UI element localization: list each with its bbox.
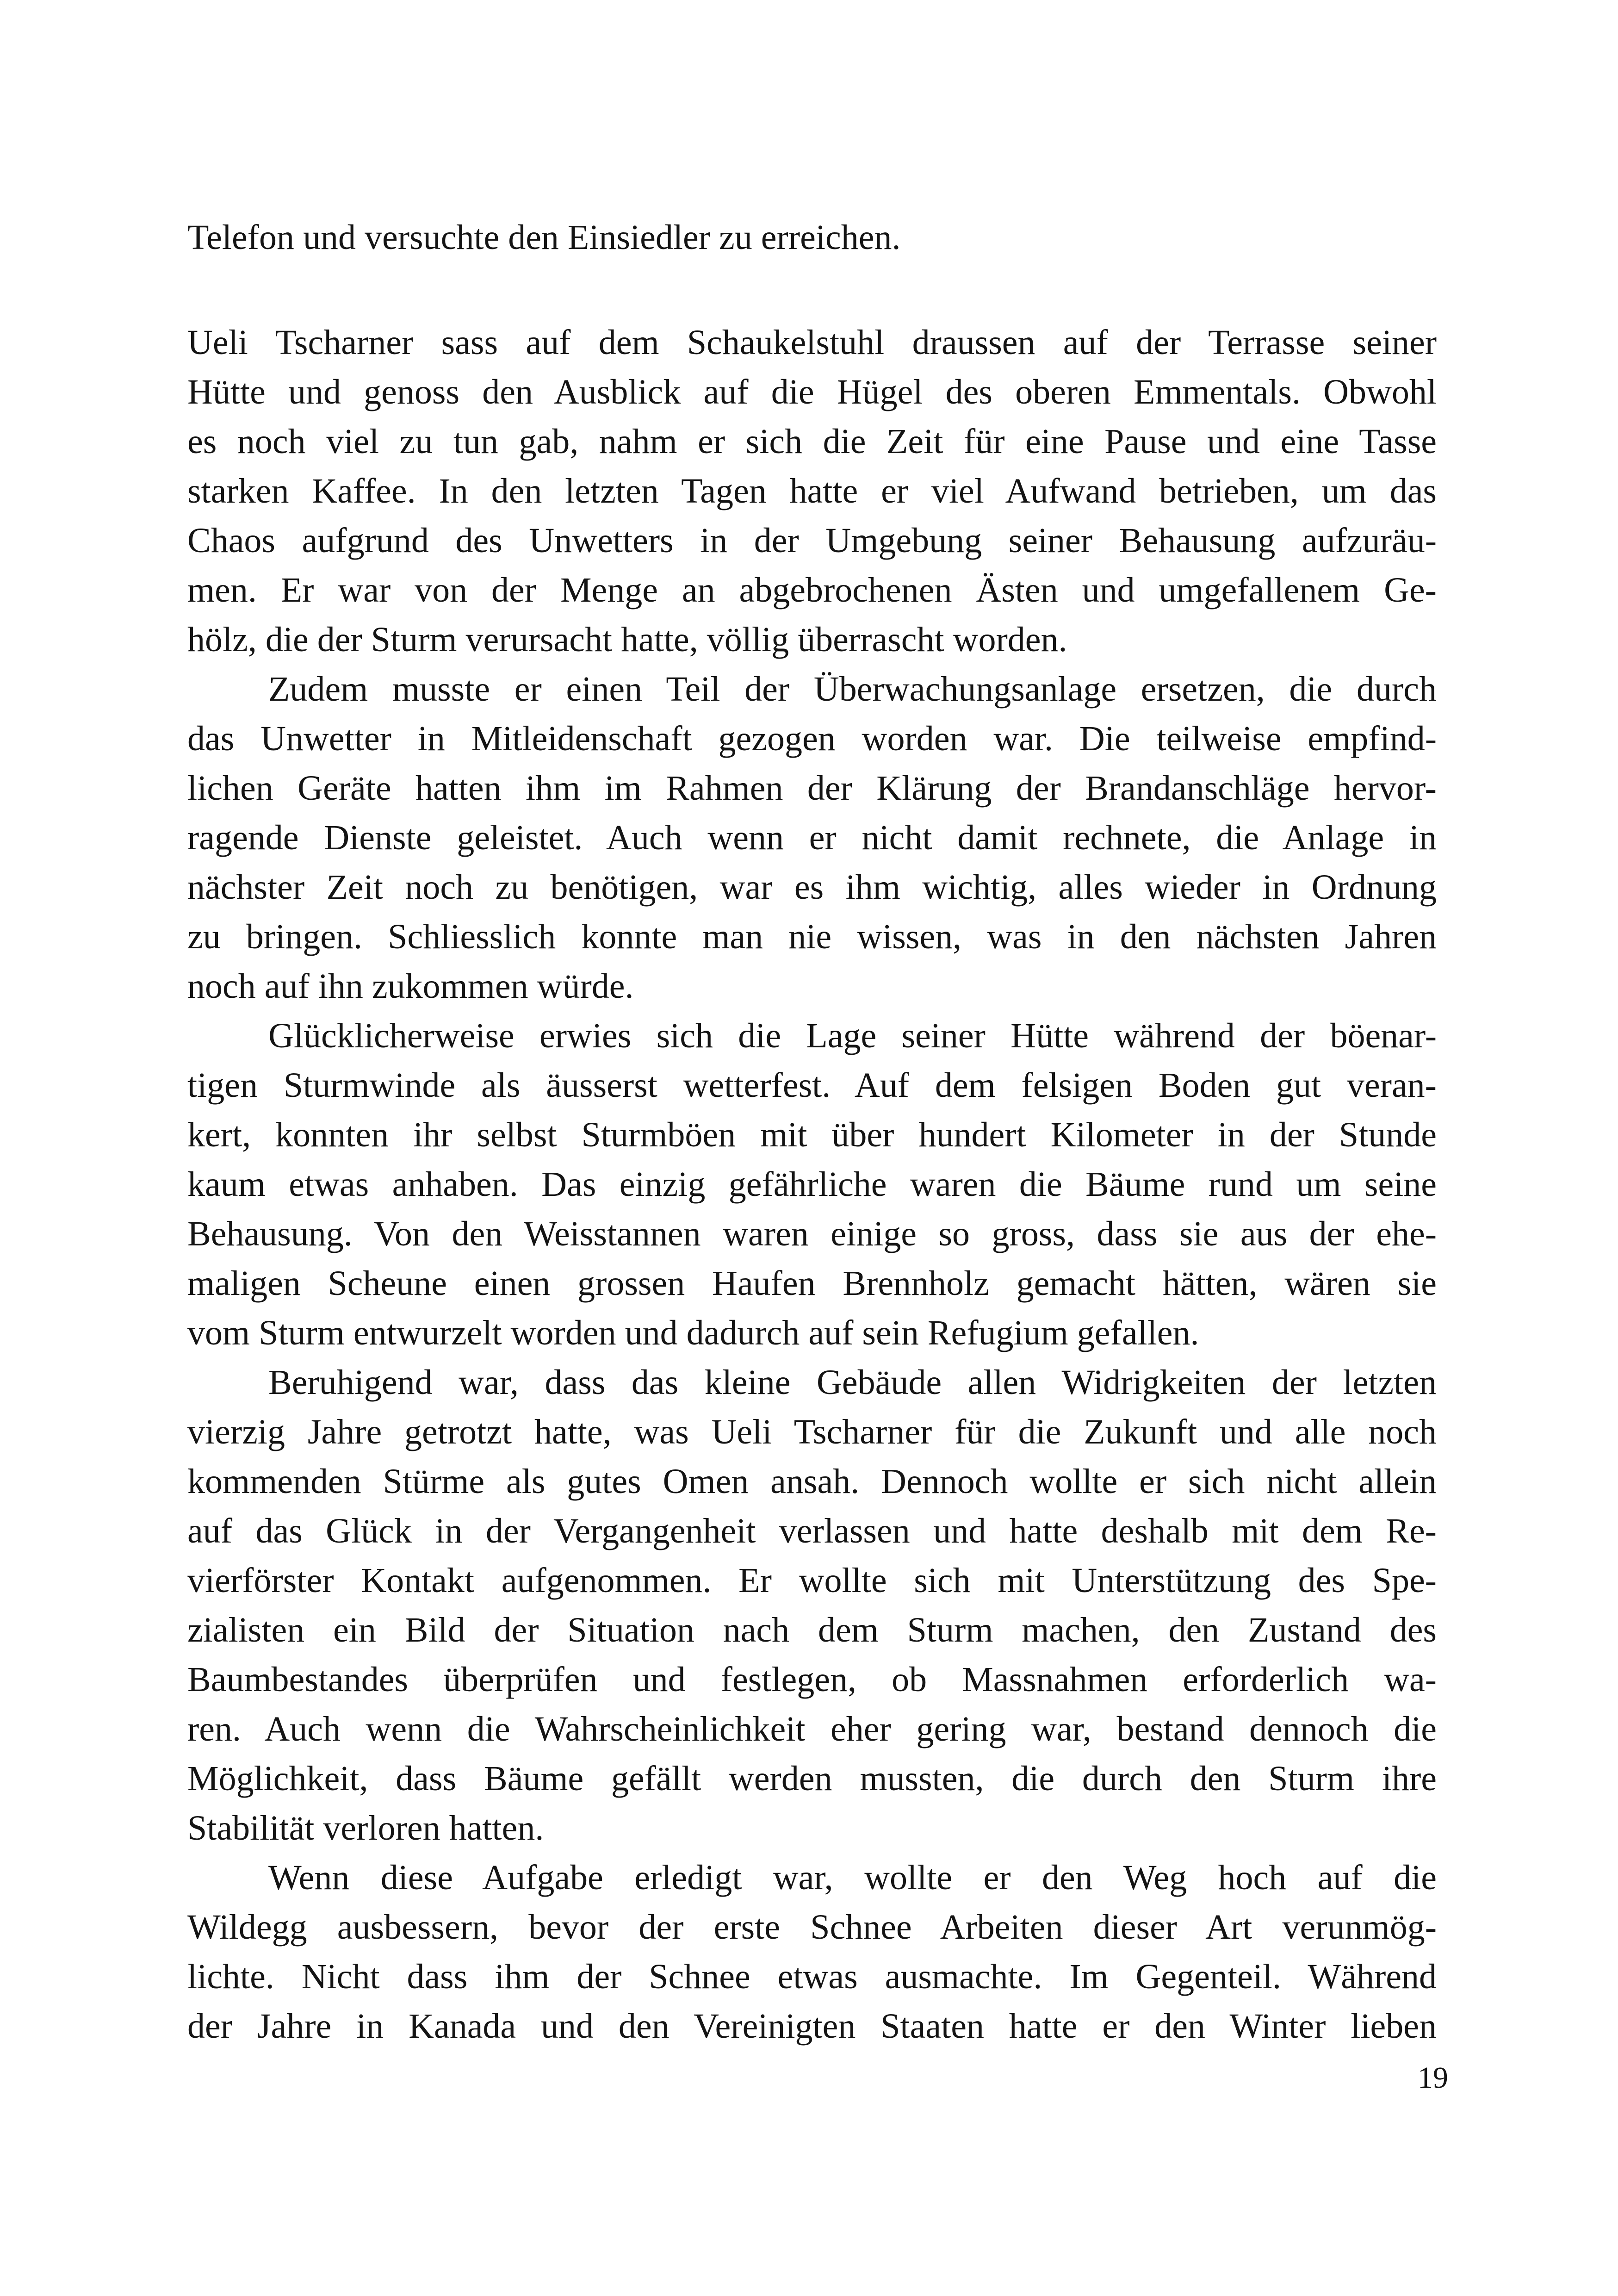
text-line: Möglichkeit, dass Bäume gefällt werden mussten, die durch den Sturm ihre — [187, 1759, 1437, 1798]
paragraph — [187, 318, 1437, 665]
text-line: Behausung. Von den Weisstannen waren einige so gross, dass sie aus der ehe- — [187, 1214, 1437, 1253]
text-line: kert, konnten ihr selbst Sturmböen mit über hundert Kilometer in der Stunde — [187, 1115, 1437, 1154]
text-line: kaum etwas anhaben. Das einzig gefährliche waren die Bäume rund um seine — [187, 1165, 1437, 1204]
text-line: maligen Scheune einen grossen Haufen Brennholz gemacht hätten, wären sie — [187, 1264, 1437, 1303]
text-line: kommenden Stürme als gutes Omen ansah. Dennoch wollte er sich nicht allein — [187, 1462, 1437, 1501]
text-line: vierförster Kontakt aufgenommen. Er wollte sich mit Unterstützung des Spe- — [187, 1561, 1437, 1600]
text-line: das Unwetter in Mitleidenschaft gezogen worden war. Die teilweise empfind- — [187, 719, 1437, 758]
paragraph — [187, 1358, 1437, 1853]
text-line: Ueli Tscharner sass auf dem Schaukelstuhl draussen auf der Terrasse seiner — [187, 323, 1437, 362]
text-line: zu bringen. Schliesslich konnte man nie wissen, was in den nächsten Jahren — [187, 917, 1437, 956]
text-line: Glücklicherweise erwies sich die Lage seiner Hütte während der böenar- — [268, 1016, 1437, 1055]
text-line: ragende Dienste geleistet. Auch wenn er nicht damit rechnete, die Anlage in — [187, 818, 1437, 857]
paragraph — [187, 1853, 1437, 2051]
text-line: Wenn diese Aufgabe erledigt war, wollte er den Weg hoch auf die — [268, 1858, 1437, 1897]
paragraph — [187, 665, 1437, 1011]
page-number: 19 — [1418, 2061, 1448, 2095]
text-line: Zudem musste er einen Teil der Überwachungsanlage ersetzen, die durch — [268, 670, 1437, 709]
text-line: vom Sturm entwurzelt worden und dadurch auf sein Refugium gefallen. — [187, 1313, 1199, 1352]
text-line: starken Kaffee. In den letzten Tagen hatte er viel Aufwand betrieben, um das — [187, 472, 1437, 510]
text-line: ren. Auch wenn die Wahrscheinlichkeit eher gering war, bestand dennoch die — [187, 1710, 1437, 1748]
text-line: hölz, die der Sturm verursacht hatte, völlig überrascht worden. — [187, 620, 1067, 659]
opening-paragraph — [187, 213, 1437, 262]
text-line: der Jahre in Kanada und den Vereinigten Staaten hatte er den Winter lieben — [187, 2007, 1437, 2046]
section-break — [187, 262, 1437, 318]
text-line: Hütte und genoss den Ausblick auf die Hügel des oberen Emmentals. Obwohl — [187, 373, 1437, 411]
text-line: Chaos aufgrund des Unwetters in der Umgebung seiner Behausung aufzuräu- — [187, 521, 1437, 560]
text-line: auf das Glück in der Vergangenheit verlassen und hatte deshalb mit dem Re- — [187, 1512, 1437, 1550]
text-line: zialisten ein Bild der Situation nach dem Sturm machen, den Zustand des — [187, 1611, 1437, 1649]
text-line: lichte. Nicht dass ihm der Schnee etwas ausmachte. Im Gegenteil. Während — [187, 1957, 1437, 1996]
text-line: Wildegg ausbessern, bevor der erste Schnee Arbeiten dieser Art verunmög- — [187, 1908, 1437, 1947]
text-line: Stabilität verloren hatten. — [187, 1809, 544, 1848]
text-line: tigen Sturmwinde als äusserst wetterfest. Auf dem felsigen Boden gut veran- — [187, 1066, 1437, 1105]
text-line: vierzig Jahre getrotzt hatte, was Ueli Tscharner für die Zukunft und alle noch — [187, 1412, 1437, 1451]
text-line: lichen Geräte hatten ihm im Rahmen der Klärung der Brandanschläge hervor- — [187, 769, 1437, 808]
text-line: noch auf ihn zukommen würde. — [187, 967, 634, 1006]
text-line: Beruhigend war, dass das kleine Gebäude allen Widrigkeiten der letzten — [268, 1363, 1437, 1402]
text-line: Baumbestandes überprüfen und festlegen, ob Massnahmen erforderlich wa- — [187, 1660, 1437, 1699]
page-body — [187, 213, 1437, 2051]
paragraph — [187, 1011, 1437, 1358]
text-line: Telefon und versuchte den Einsiedler zu erreichen. — [187, 218, 901, 257]
text-line: nächster Zeit noch zu benötigen, war es ihm wichtig, alles wieder in Ordnung — [187, 868, 1437, 907]
text-line: es noch viel zu tun gab, nahm er sich die Zeit für eine Pause und eine Tasse — [187, 422, 1437, 461]
paragraphs-container — [187, 318, 1437, 2051]
text-line: men. Er war von der Menge an abgebrochenen Ästen und umgefallenem Ge- — [187, 571, 1437, 610]
